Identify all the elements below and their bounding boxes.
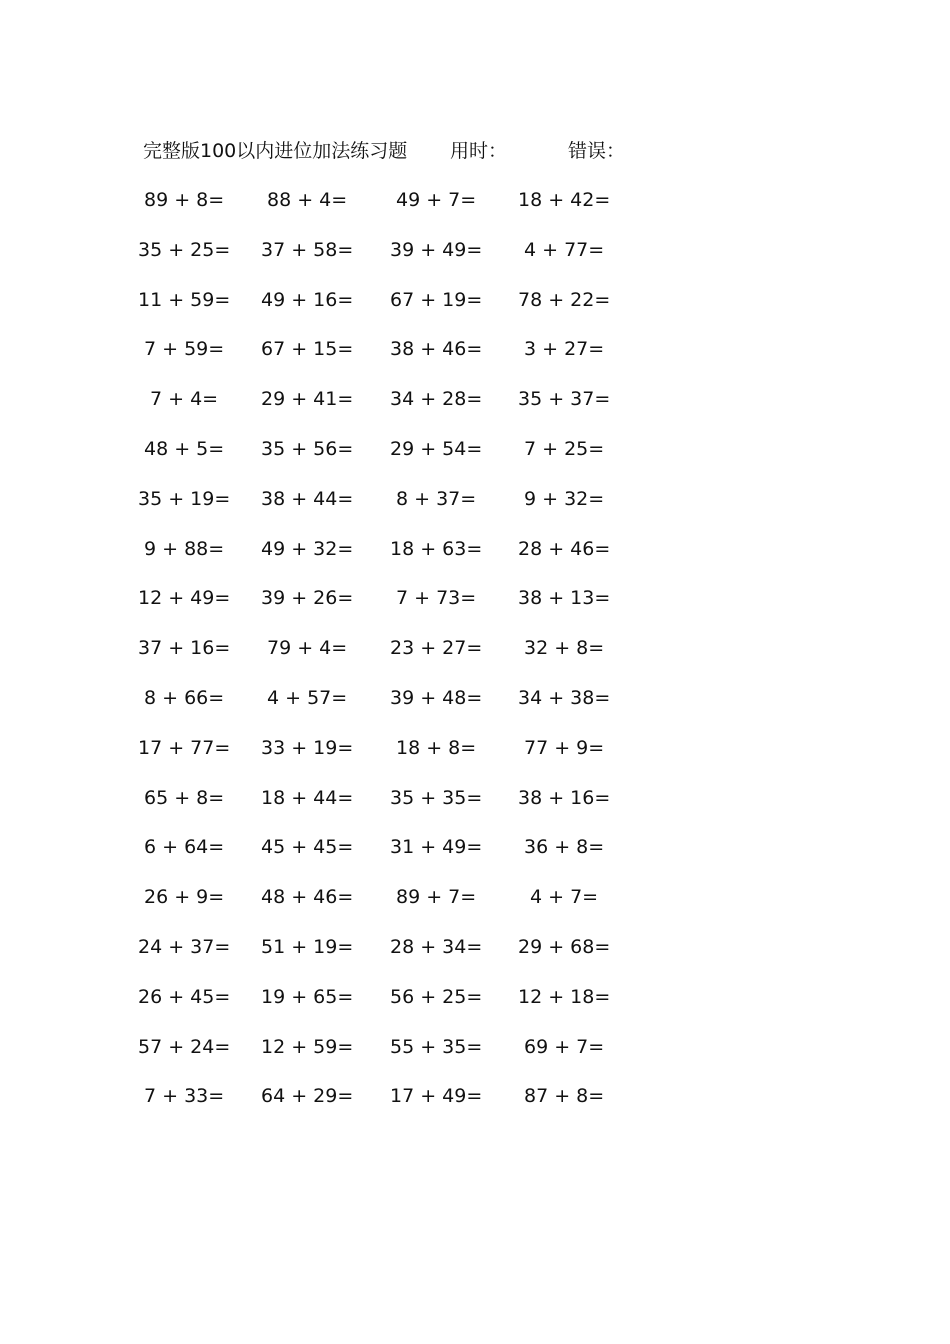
problem-row: [0, 632, 950, 682]
problem-row: [0, 931, 950, 981]
problem-cell: 6 + 64=: [144, 836, 225, 859]
problem-cell: 67 + 15=: [261, 338, 354, 361]
problem-cell: 29 + 41=: [261, 388, 354, 411]
problem-row: [0, 682, 950, 732]
problem-cell: 28 + 46=: [518, 537, 611, 560]
problem-cell: 37 + 16=: [138, 637, 231, 660]
problem-grid: [0, 184, 950, 1130]
problem-cell: 65 + 8=: [144, 786, 225, 809]
problem-cell: 56 + 25=: [390, 985, 483, 1008]
problem-cell: 77 + 9=: [524, 736, 605, 759]
problem-cell: 35 + 25=: [138, 238, 231, 261]
problem-cell: 45 + 45=: [261, 836, 354, 859]
problem-cell: 51 + 19=: [261, 935, 354, 958]
problem-row: [0, 184, 950, 234]
problem-cell: 9 + 32=: [524, 487, 605, 510]
problem-cell: 18 + 44=: [261, 786, 354, 809]
problem-cell: 23 + 27=: [390, 637, 483, 660]
problem-row: [0, 333, 950, 383]
problem-cell: 35 + 35=: [390, 786, 483, 809]
problem-cell: 17 + 49=: [390, 1085, 483, 1108]
problem-cell: 34 + 28=: [390, 388, 483, 411]
problem-cell: 28 + 34=: [390, 935, 483, 958]
problem-cell: 39 + 49=: [390, 238, 483, 261]
problem-cell: 7 + 33=: [144, 1085, 225, 1108]
problem-cell: 8 + 66=: [144, 686, 225, 709]
problem-row: [0, 234, 950, 284]
problem-cell: 12 + 18=: [518, 985, 611, 1008]
problem-cell: 18 + 63=: [390, 537, 483, 560]
problem-cell: 36 + 8=: [524, 836, 605, 859]
problem-cell: 26 + 45=: [138, 985, 231, 1008]
problem-cell: 89 + 7=: [396, 886, 477, 909]
problem-cell: 35 + 56=: [261, 437, 354, 460]
problem-cell: 49 + 16=: [261, 288, 354, 311]
problem-cell: 49 + 32=: [261, 537, 354, 560]
problem-cell: 64 + 29=: [261, 1085, 354, 1108]
problem-cell: 35 + 19=: [138, 487, 231, 510]
problem-cell: 57 + 24=: [138, 1035, 231, 1058]
problem-cell: 12 + 59=: [261, 1035, 354, 1058]
problem-cell: 29 + 54=: [390, 437, 483, 460]
problem-row: [0, 483, 950, 533]
problem-cell: 38 + 16=: [518, 786, 611, 809]
problem-cell: 33 + 19=: [261, 736, 354, 759]
problem-cell: 19 + 65=: [261, 985, 354, 1008]
problem-cell: 35 + 37=: [518, 388, 611, 411]
problem-cell: 8 + 37=: [396, 487, 477, 510]
problem-row: [0, 582, 950, 632]
problem-cell: 31 + 49=: [390, 836, 483, 859]
problem-cell: 38 + 13=: [518, 587, 611, 610]
problem-cell: 12 + 49=: [138, 587, 231, 610]
problem-cell: 17 + 77=: [138, 736, 231, 759]
problem-row: [0, 831, 950, 881]
problem-cell: 34 + 38=: [518, 686, 611, 709]
problem-cell: 88 + 4=: [267, 189, 348, 211]
problem-cell: 38 + 46=: [390, 338, 483, 361]
problem-cell: 48 + 46=: [261, 886, 354, 909]
problem-cell: 7 + 59=: [144, 338, 225, 361]
problem-row: [0, 533, 950, 583]
problem-cell: 39 + 26=: [261, 587, 354, 610]
problem-cell: 37 + 58=: [261, 238, 354, 261]
time-label: 用时：: [450, 140, 508, 162]
problem-cell: 89 + 8=: [144, 189, 225, 211]
problem-row: [0, 284, 950, 334]
problem-cell: 55 + 35=: [390, 1035, 483, 1058]
problem-cell: 49 + 7=: [396, 189, 477, 211]
problem-cell: 24 + 37=: [138, 935, 231, 958]
problem-row: [0, 732, 950, 782]
problem-cell: 4 + 77=: [524, 238, 605, 261]
problem-cell: 78 + 22=: [518, 288, 611, 311]
worksheet-title: 完整版100以内进位加法练习题: [143, 140, 408, 162]
problem-cell: 32 + 8=: [524, 637, 605, 660]
problem-cell: 29 + 68=: [518, 935, 611, 958]
problem-cell: 4 + 7=: [530, 886, 599, 909]
problem-row: [0, 433, 950, 483]
problem-cell: 4 + 57=: [267, 686, 348, 709]
problem-cell: 48 + 5=: [144, 437, 225, 460]
problem-cell: 87 + 8=: [524, 1085, 605, 1108]
problem-cell: 67 + 19=: [390, 288, 483, 311]
problem-cell: 3 + 27=: [524, 338, 605, 361]
problem-row: [0, 981, 950, 1031]
problem-cell: 39 + 48=: [390, 686, 483, 709]
problem-cell: 7 + 25=: [524, 437, 605, 460]
problem-cell: 18 + 42=: [518, 189, 611, 211]
problem-cell: 7 + 73=: [396, 587, 477, 610]
problem-row: [0, 881, 950, 931]
problem-row: [0, 1031, 950, 1081]
problem-cell: 7 + 4=: [150, 388, 219, 411]
problem-cell: 9 + 88=: [144, 537, 225, 560]
problem-cell: 69 + 7=: [524, 1035, 605, 1058]
problem-row: [0, 1080, 950, 1130]
problem-row: [0, 383, 950, 433]
problem-cell: 18 + 8=: [396, 736, 477, 759]
problem-cell: 38 + 44=: [261, 487, 354, 510]
problem-row: [0, 782, 950, 832]
error-label: 错误：: [568, 140, 626, 162]
problem-cell: 26 + 9=: [144, 886, 225, 909]
problem-cell: 11 + 59=: [138, 288, 231, 311]
problem-cell: 79 + 4=: [267, 637, 348, 660]
